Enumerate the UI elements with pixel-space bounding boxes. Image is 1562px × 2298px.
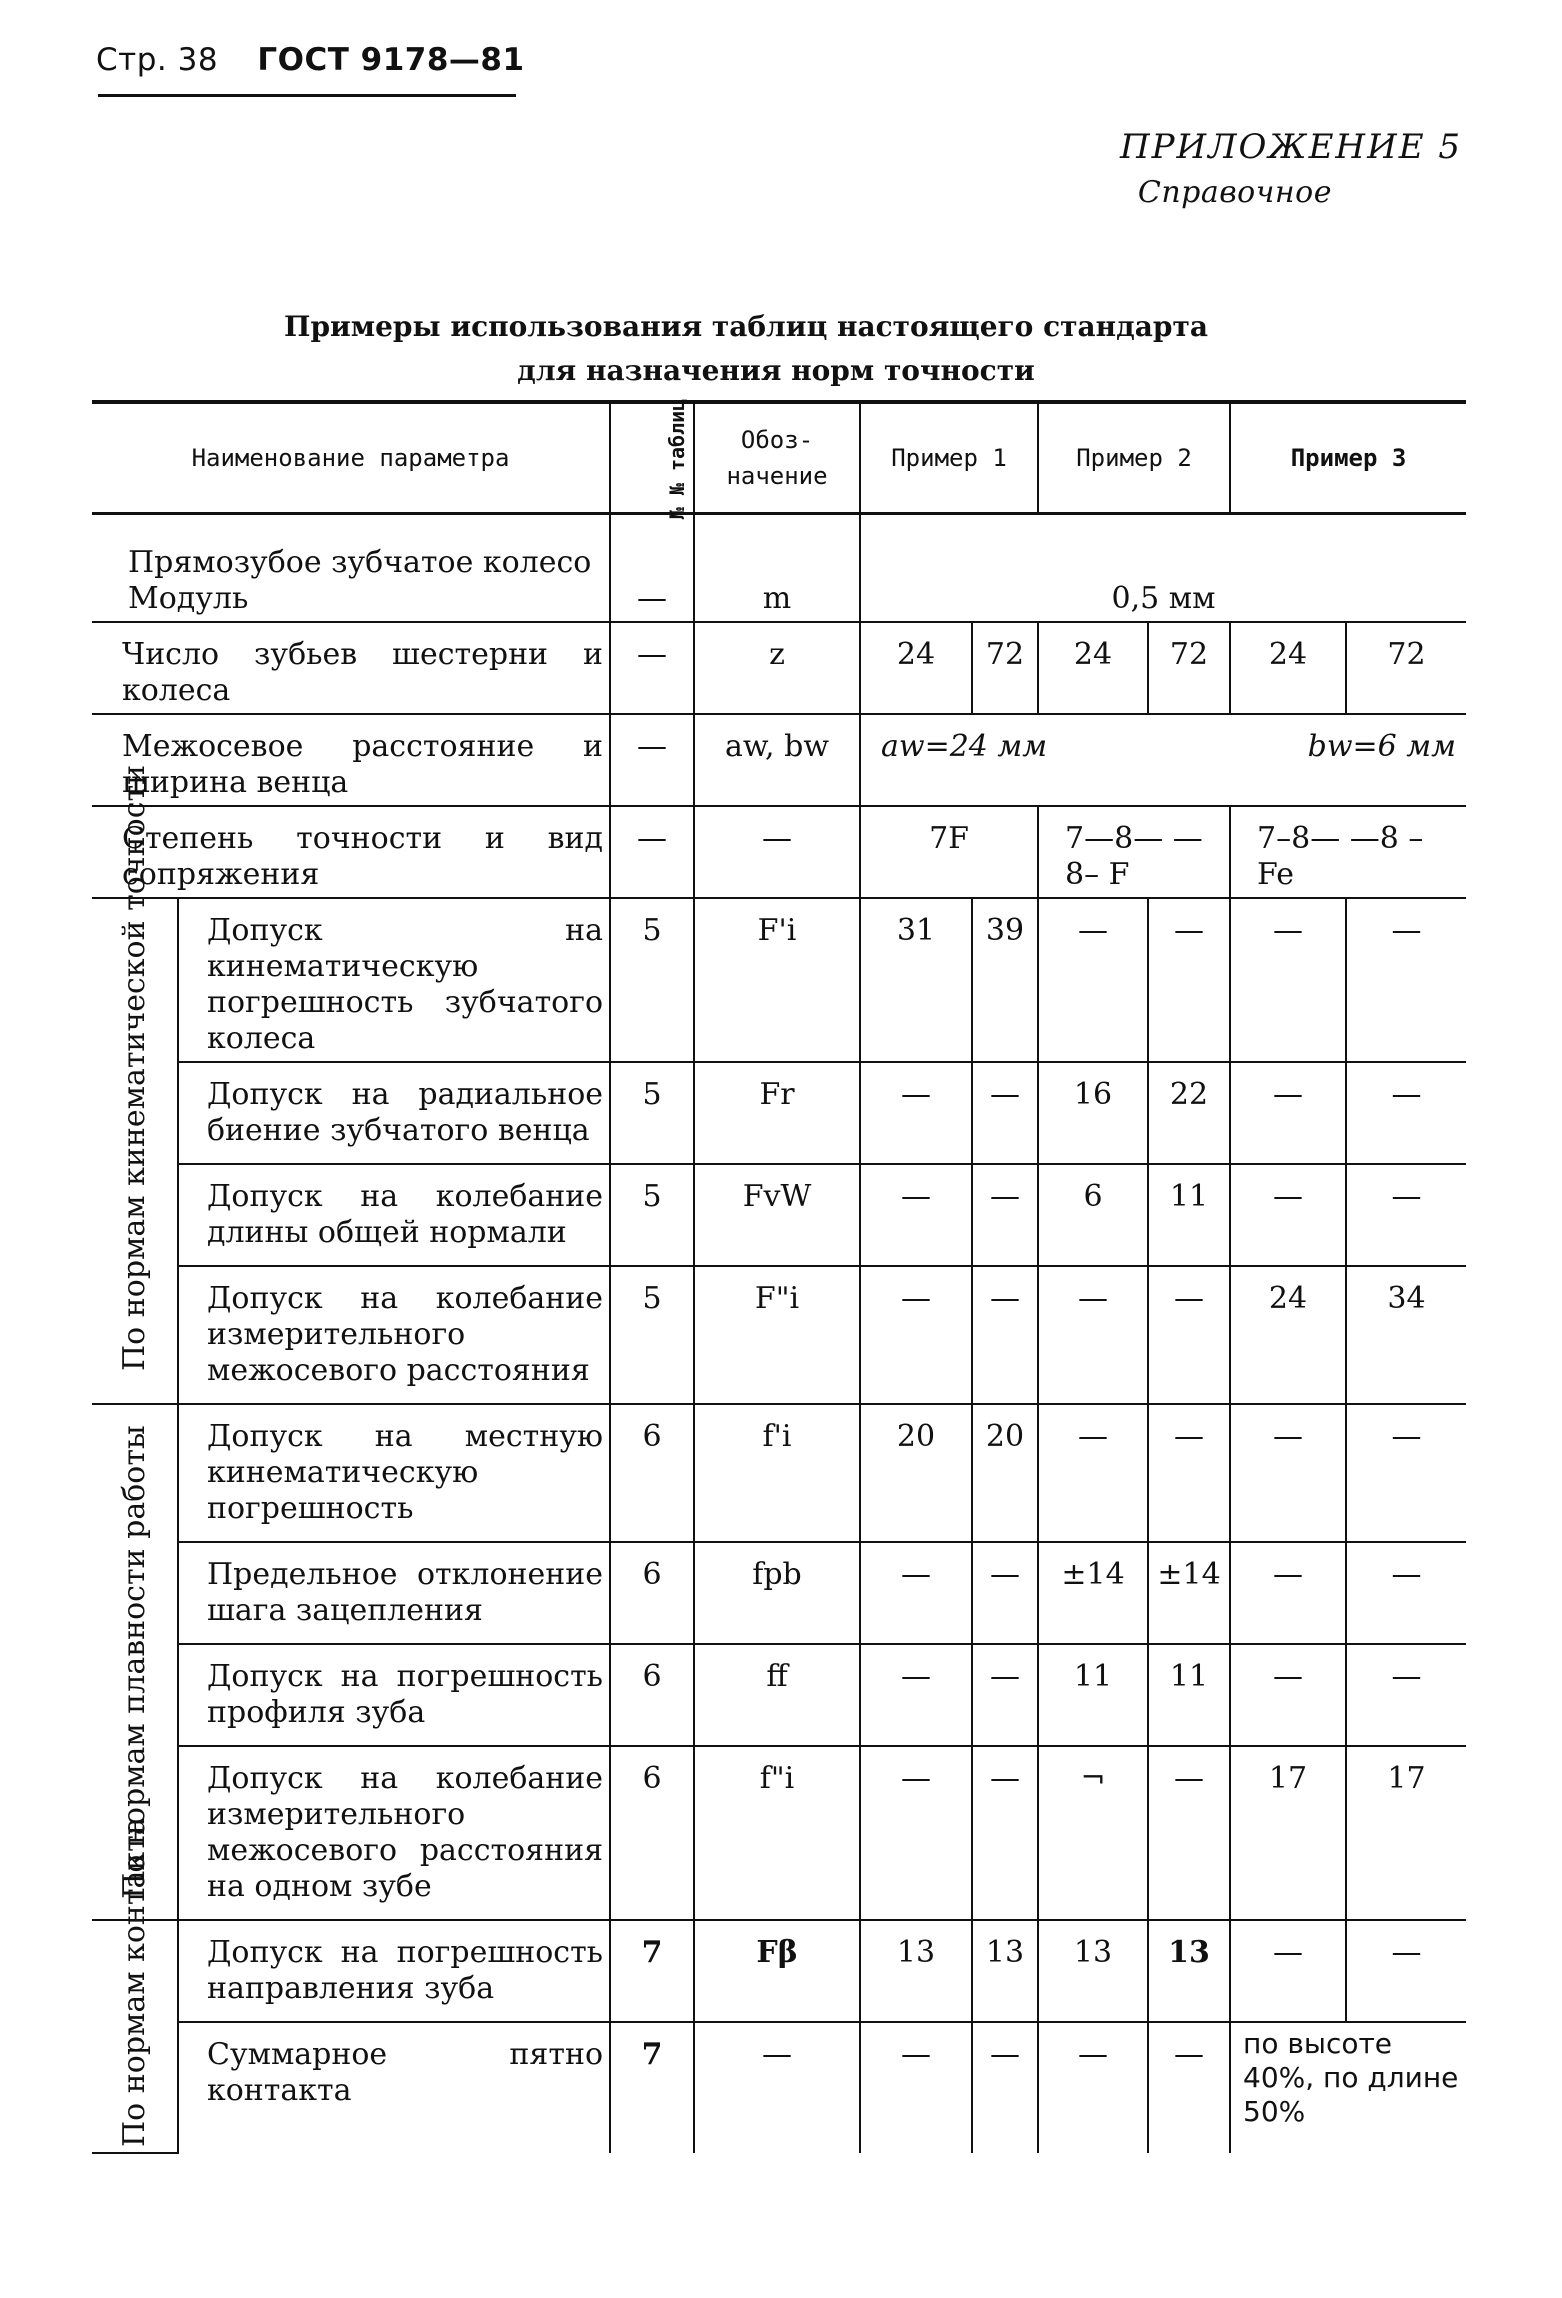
appendix-subtitle: Справочное xyxy=(1137,175,1332,210)
cell-value: — xyxy=(1346,1404,1466,1542)
accuracy-ex1: 7F xyxy=(860,806,1038,898)
cell-value: — xyxy=(1230,1062,1346,1164)
cell-value: — xyxy=(860,1062,972,1164)
param-label: Число зубьев шестерни и колеса xyxy=(92,622,610,714)
cell-tab: 5 xyxy=(610,1266,694,1404)
cell-value: — xyxy=(1230,1644,1346,1746)
cell-value: — xyxy=(1230,1164,1346,1266)
header-designation: Обоз- начение xyxy=(694,402,860,514)
cell-tab: 6 xyxy=(610,1644,694,1746)
accuracy-table xyxy=(92,400,1466,2154)
param-label: Суммарное пятно контакта xyxy=(207,2037,604,2108)
cell-tab: 7 xyxy=(610,2022,694,2153)
cell-value: — xyxy=(1148,1266,1230,1404)
module-label: Модуль xyxy=(128,581,249,616)
cell-value: 24 xyxy=(1230,1266,1346,1404)
table-row xyxy=(92,2022,1466,2153)
cell-value: 11 xyxy=(1148,1644,1230,1746)
cell-sym: z xyxy=(694,622,860,714)
cell-value: — xyxy=(860,1164,972,1266)
cell-value: — xyxy=(860,1266,972,1404)
cell-value: — xyxy=(1038,1266,1148,1404)
cell-sym: m xyxy=(694,514,860,623)
cell-value: — xyxy=(860,1644,972,1746)
cell-sym: F'i xyxy=(694,898,860,1062)
cell-sym: f'i xyxy=(694,1404,860,1542)
cell-value: — xyxy=(1346,1644,1466,1746)
cell-value: 11 xyxy=(1148,1164,1230,1266)
cell-value: — xyxy=(1346,1542,1466,1644)
cell-sym: fpb xyxy=(694,1542,860,1644)
header-tables: № № таблиц xyxy=(610,402,694,514)
cell-value: — xyxy=(1346,1062,1466,1164)
cell-value: ±14 xyxy=(1148,1542,1230,1644)
header-param: Наименование параметра xyxy=(92,402,610,514)
cell-tab: 6 xyxy=(610,1542,694,1644)
cell-value: 17 xyxy=(1230,1746,1346,1920)
cell-value: 24 xyxy=(1230,622,1346,714)
cell-value: — xyxy=(972,2022,1038,2153)
cell-sym: — xyxy=(694,806,860,898)
cell-value: 20 xyxy=(860,1404,972,1542)
cell-sym: Fβ xyxy=(694,1920,860,2022)
cell-value: — xyxy=(1148,898,1230,1062)
cell-sym: Fr xyxy=(694,1062,860,1164)
header-ex1: Пример 1 xyxy=(860,402,1038,514)
cell-value: — xyxy=(1346,898,1466,1062)
table-row xyxy=(92,1404,1466,1542)
cell-sym: f"i xyxy=(694,1746,860,1920)
param-label: Степень точности и вид сопряжения xyxy=(92,806,610,898)
cell-value: 13 xyxy=(860,1920,972,2022)
contact-ex3: по высоте 40%, по длине 50% xyxy=(1230,2022,1466,2153)
gear-label: Прямозубое зубчатое колесо xyxy=(128,545,592,580)
cell-value: 31 xyxy=(860,898,972,1062)
cell-tab: 5 xyxy=(610,1164,694,1266)
cell-value: 22 xyxy=(1148,1062,1230,1164)
cell-value: 16 xyxy=(1038,1062,1148,1164)
table-row xyxy=(92,1746,1466,1920)
param-label: Допуск на кинематическую погрешность зубчатого колеса xyxy=(178,898,610,1062)
cell-value: — xyxy=(972,1746,1038,1920)
cell-value: — xyxy=(860,1746,972,1920)
cell-value: — xyxy=(1230,1920,1346,2022)
table-row xyxy=(92,1266,1466,1404)
appendix-label xyxy=(1120,124,1462,216)
header-ex3: Пример 3 xyxy=(1230,402,1466,514)
param-label: Допуск на погрешность профиля зуба xyxy=(178,1644,610,1746)
doc-code: ГОСТ 9178—81 xyxy=(257,42,525,78)
cell-tab: 6 xyxy=(610,1746,694,1920)
table-row xyxy=(92,1644,1466,1746)
cell-tab: 5 xyxy=(610,1062,694,1164)
cell-value: ¬ xyxy=(1038,1746,1148,1920)
cell-value: 6 xyxy=(1038,1164,1148,1266)
cell-value: — xyxy=(1230,898,1346,1062)
cell-value: — xyxy=(972,1644,1038,1746)
cell-sym: — xyxy=(694,2022,860,2153)
group-kinematic: По нормам кинематической точности xyxy=(92,898,178,1404)
param-label: Допуск на колебание измерительного межосевого расстояния xyxy=(178,1266,610,1404)
cell-value: 13 xyxy=(972,1920,1038,2022)
cell-value: 24 xyxy=(1038,622,1148,714)
cell-value: 13 xyxy=(1038,1920,1148,2022)
cell-tab: — xyxy=(610,514,694,623)
param-label: Допуск на местную кинематическую погрешность xyxy=(178,1404,610,1542)
cell-value: — xyxy=(1038,898,1148,1062)
module-value: 0,5 мм xyxy=(860,514,1466,623)
cell-value: — xyxy=(1230,1542,1346,1644)
cell-value: 20 xyxy=(972,1404,1038,1542)
table-row xyxy=(92,1164,1466,1266)
cell-value: 39 xyxy=(972,898,1038,1062)
cell-value: — xyxy=(1346,1164,1466,1266)
cell-value: — xyxy=(972,1266,1038,1404)
cell-value: — xyxy=(1148,2022,1230,2153)
cell-value: — xyxy=(860,1542,972,1644)
cell-tab: — xyxy=(610,714,694,806)
cell-value: 24 xyxy=(860,622,972,714)
cell-value: — xyxy=(972,1542,1038,1644)
cell-value: — xyxy=(972,1062,1038,1164)
table-row xyxy=(92,514,1466,623)
accuracy-ex3: 7–8— —8 – Fe xyxy=(1230,806,1466,898)
group-contact: По нормам контакта xyxy=(92,1920,178,2153)
param-label: Допуск на радиальное биение зубчатого венца xyxy=(178,1062,610,1164)
param-label: Предельное отклонение шага зацепления xyxy=(178,1542,610,1644)
cell-value: ±14 xyxy=(1038,1542,1148,1644)
cell-value: 11 xyxy=(1038,1644,1148,1746)
table-row xyxy=(92,622,1466,714)
param-label: Допуск на колебание длины общей нормали xyxy=(178,1164,610,1266)
title-line-2: для назначения норм точности xyxy=(517,354,1035,387)
param-label: Межосевое расстояние и ширина венца xyxy=(92,714,610,806)
accuracy-ex2: 7—8— —8– F xyxy=(1038,806,1230,898)
param-label: Допуск на колебание измерительного межосевого расстояния на одном зубе xyxy=(178,1746,610,1920)
title-line-1: Примеры использования таблиц настоящего стандарта xyxy=(284,310,1208,343)
cell-sym: F"i xyxy=(694,1266,860,1404)
table-row xyxy=(92,1542,1466,1644)
cell-value: 34 xyxy=(1346,1266,1466,1404)
cell-value: — xyxy=(1346,1920,1466,2022)
table-row xyxy=(92,1062,1466,1164)
cell-sym: ff xyxy=(694,1644,860,1746)
table-row xyxy=(92,1920,1466,2022)
table-row xyxy=(92,898,1466,1062)
table-row xyxy=(92,714,1466,806)
cell-tab: — xyxy=(610,622,694,714)
center-bw: bw=6 мм xyxy=(1148,714,1466,806)
cell-sym: aw, bw xyxy=(694,714,860,806)
cell-value: 13 xyxy=(1148,1920,1230,2022)
param-label: Допуск на погрешность направления зуба xyxy=(178,1920,610,2022)
cell-tab: 7 xyxy=(610,1920,694,2022)
center-aw: aw=24 мм xyxy=(860,714,1148,806)
header-rule xyxy=(98,94,516,97)
cell-value: 72 xyxy=(972,622,1038,714)
cell-value: 72 xyxy=(1346,622,1466,714)
cell-tab: 5 xyxy=(610,898,694,1062)
table-title xyxy=(0,305,1562,393)
cell-value: — xyxy=(860,2022,972,2153)
page-number: Стр. 38 xyxy=(96,42,219,78)
header-ex2: Пример 2 xyxy=(1038,402,1230,514)
cell-tab: 6 xyxy=(610,1404,694,1542)
cell-tab: — xyxy=(610,806,694,898)
cell-value: — xyxy=(1148,1746,1230,1920)
table-row xyxy=(92,806,1466,898)
cell-value: — xyxy=(1038,2022,1148,2153)
cell-value: — xyxy=(1148,1404,1230,1542)
group-smoothness: По нормам плавности работы xyxy=(92,1404,178,1920)
cell-value: — xyxy=(1230,1404,1346,1542)
cell-value: — xyxy=(1038,1404,1148,1542)
appendix-title: ПРИЛОЖЕНИЕ 5 xyxy=(1119,127,1462,167)
cell-value: 17 xyxy=(1346,1746,1466,1920)
page-header xyxy=(96,42,525,78)
cell-sym: FvW xyxy=(694,1164,860,1266)
cell-value: 72 xyxy=(1148,622,1230,714)
header-row xyxy=(92,402,1466,514)
cell-value: — xyxy=(972,1164,1038,1266)
